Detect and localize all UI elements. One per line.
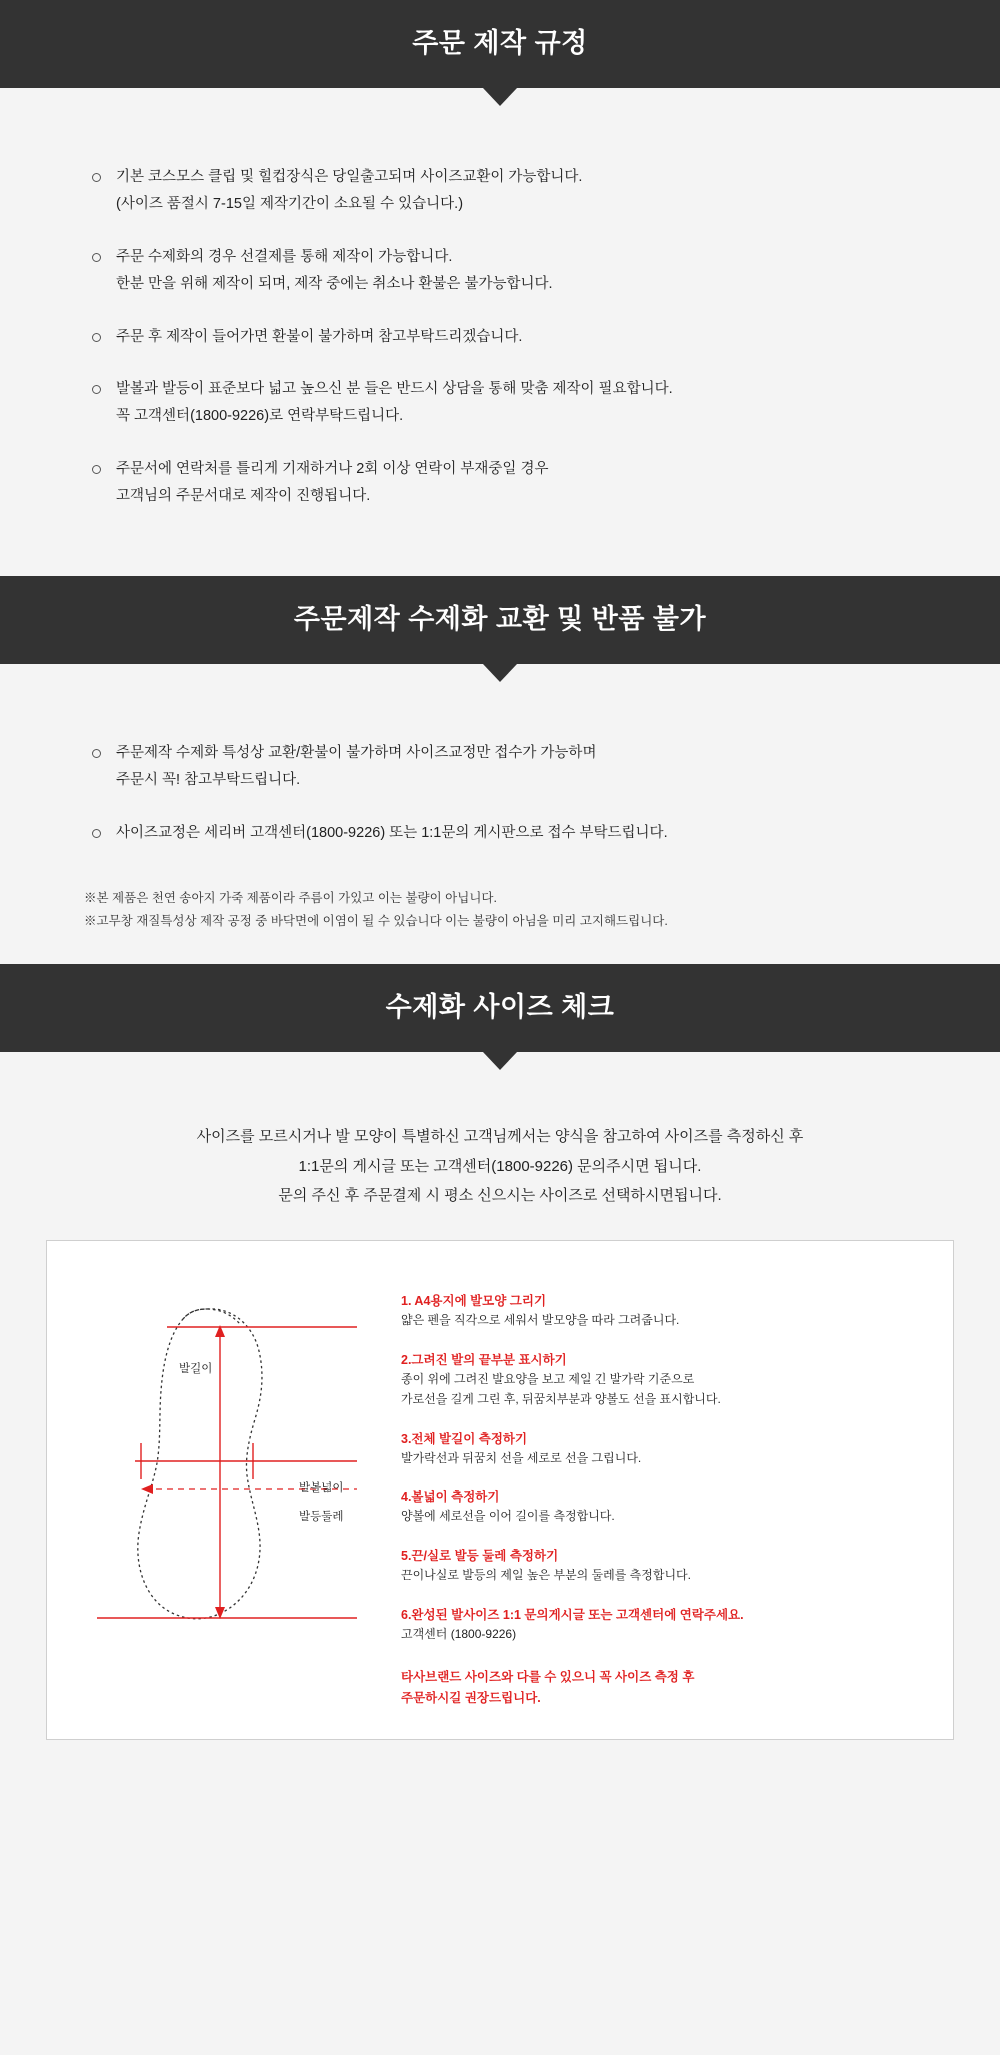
note-line: ※본 제품은 천연 송아지 가죽 제품이라 주름이 가있고 이는 불량이 아닙니다. <box>84 890 497 905</box>
warning-line: 주문하시길 권장드립니다. <box>401 1691 541 1705</box>
step-title: 2.그려진 발의 끝부분 표시하기 <box>401 1352 567 1367</box>
step-title: 3.전체 발길이 측정하기 <box>401 1431 528 1446</box>
list-item-line: 기본 코스모스 클립 및 힐컵장식은 당일출고되며 사이즈교환이 가능합니다. <box>116 169 583 186</box>
list-item <box>90 164 1000 218</box>
arrow-down-icon <box>483 88 517 106</box>
step-6 <box>401 1605 925 1645</box>
step-5 <box>401 1546 925 1586</box>
foot-outline-path <box>138 1309 262 1619</box>
list-item-line: 주문제작 수제화 특성상 교환/환불이 불가하며 사이즈교정만 접수가 가능하며 <box>116 745 597 762</box>
list-item <box>90 324 1000 351</box>
section-header-size-check <box>0 964 1000 1052</box>
list-item-line: 꼭 고객센터(1800-9226)로 연락부탁드립니다. <box>116 408 404 425</box>
warning-line: 타사브랜드 사이즈와 다를 수 있으니 꼭 사이즈 측정 후 <box>401 1669 695 1684</box>
step-2 <box>401 1350 925 1410</box>
list-item-line: 주문서에 연락처를 틀리게 기재하거나 2회 이상 연락이 부재중일 경우 <box>116 461 549 478</box>
size-check-intro <box>0 1070 1000 1240</box>
exchange-rules-list <box>0 740 1000 846</box>
step-desc-line: 끈이나실로 발등의 제일 높은 부분의 둘레를 측정합니다. <box>401 1568 691 1583</box>
section-body-no-exchange <box>0 682 1000 964</box>
size-warning <box>401 1667 925 1710</box>
order-rules-list <box>0 164 1000 509</box>
step-title: 1. A4용지에 발모양 그리기 <box>401 1294 547 1309</box>
list-item-line: (사이즈 품절시 7-15일 제작기간이 소요될 수 있습니다.) <box>116 196 464 213</box>
list-item-line: 발볼과 발등이 표준보다 넓고 높으신 분 들은 반드시 상담을 통해 맞춤 제작이 필요합니다. <box>116 381 673 398</box>
label-instep-girth: 발등둘레 <box>299 1511 344 1524</box>
arrow-down-icon <box>483 1052 517 1070</box>
section-title: 주문제작 수제화 교환 및 반품 불가 <box>293 603 707 634</box>
intro-line: 문의 주신 후 주문결제 시 평소 신으시는 사이즈로 선택하시면됩니다. <box>278 1186 722 1204</box>
step-title: 6.완성된 발사이즈 1:1 문의게시글 또는 고객센터에 연락주세요. <box>401 1607 744 1622</box>
step-title: 4.볼넓이 측정하기 <box>401 1490 500 1505</box>
label-foot-length: 발길이 <box>179 1363 213 1376</box>
toe-detail-path <box>183 1309 240 1324</box>
list-item <box>90 820 1000 847</box>
size-measure-card <box>46 1240 954 1740</box>
list-item <box>90 456 1000 510</box>
step-desc-line: 양볼에 세로선을 이어 길이를 측정합니다. <box>401 1509 615 1524</box>
step-desc-line: 발가락선과 뒤꿈치 선을 세로로 선을 그립니다. <box>401 1450 642 1465</box>
section-body-order-rules <box>0 106 1000 575</box>
notes-block <box>0 873 1000 935</box>
step-4 <box>401 1487 925 1527</box>
note-line: ※고무창 재질특성상 제작 공정 중 바닥면에 이염이 될 수 있습니다 이는 불량이 아님을 미리 고지해드립니다. <box>84 914 668 929</box>
foot-measurement-diagram <box>57 1267 387 1709</box>
list-item-line: 주문 수제화의 경우 선결제를 통해 제작이 가능합니다. <box>116 249 453 266</box>
step-title: 5.끈/실로 발등 둘레 측정하기 <box>401 1549 559 1564</box>
list-item-line: 한분 만을 위해 제작이 되며, 제작 중에는 취소나 환불은 불가능합니다. <box>116 275 553 292</box>
step-desc-line: 얇은 펜을 직각으로 세워서 발모양을 따라 그려줍니다. <box>401 1313 680 1328</box>
intro-line: 사이즈를 모르시거나 발 모양이 특별하신 고객님께서는 양식을 참고하여 사이즈를 측정하신 후 <box>196 1128 804 1146</box>
section-title: 주문 제작 규정 <box>412 28 588 58</box>
intro-line: 1:1문의 게시글 또는 고객센터(1800-9226) 문의주시면 됩니다. <box>298 1157 702 1175</box>
section-header-no-exchange <box>0 576 1000 664</box>
list-item-line: 주문시 꼭! 참고부탁드립니다. <box>116 771 301 788</box>
foot-outline-svg <box>57 1267 387 1667</box>
list-item-line: 사이즈교정은 세리버 고객센터(1800-9226) 또는 1:1문의 게시판으로 접수 부탁드립니다. <box>116 824 668 841</box>
list-item-line: 고객님의 주문서대로 제작이 진행됩니다. <box>116 487 371 504</box>
section-header-order-rules <box>0 0 1000 88</box>
list-item <box>90 740 1000 794</box>
instep-arrow-left-icon <box>141 1484 153 1494</box>
list-item-line: 주문 후 제작이 들어가면 환불이 불가하며 참고부탁드리겠습니다. <box>116 328 523 345</box>
arrow-down-icon <box>483 664 517 682</box>
list-item <box>90 376 1000 430</box>
measure-steps-list <box>387 1267 943 1709</box>
step-desc-line: 종이 위에 그려진 발요양을 보고 제일 긴 발가락 기준으로 <box>401 1371 695 1386</box>
step-desc-line: 고객센터 (1800-9226) <box>401 1626 517 1641</box>
section-title: 수제화 사이즈 체크 <box>385 992 615 1023</box>
label-foot-width: 발볼넓이 <box>299 1482 344 1495</box>
step-1 <box>401 1291 925 1331</box>
list-item <box>90 244 1000 298</box>
length-arrow-down-icon <box>215 1607 225 1619</box>
footer-spacer <box>0 1786 1000 1796</box>
step-3 <box>401 1429 925 1469</box>
step-desc-line: 가로선을 길게 그린 후, 뒤꿈치부분과 양볼도 선을 표시합니다. <box>401 1391 721 1406</box>
